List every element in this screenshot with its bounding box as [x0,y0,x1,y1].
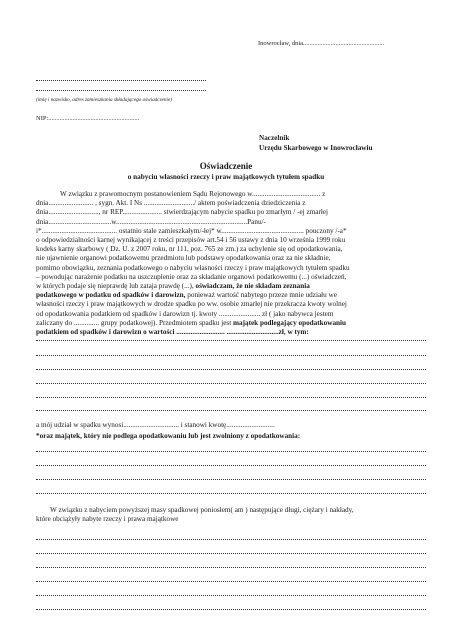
p3-line-1: własności rzeczy i praw majątkowych w drodze spadku po ww. osobie zmarłej nie przekracza kwoty wolnej [36,300,347,309]
p2-line-2: nie ujawnienie organowi podatkowemu przedmiotu lub podstawy opodatkowania oraz za nie składnie, [36,254,331,263]
debts-line-field-1[interactable] [36,539,426,540]
p2-line-5-text: w których podaje się nieprawdę lub zataja prawdę (...), [36,282,194,291]
taxable-value-label: podatkiem od spadków i darowizn o wartości [36,328,175,337]
p3-line-3[interactable]: zaliczany do .............. grupy podatkowej). Przedmiotem spadku jest [36,318,232,327]
property-line-3[interactable] [36,369,426,370]
exempt-line-3[interactable] [36,479,426,480]
p2-line-0: o odpowiedzialności karnej wynikającej z treści przepisów art.54 i 56 ustawy z dnia 10 września 1999 roku [36,236,346,245]
statement-body [36,190,426,337]
document-subtitle: o nabyciu własności rzeczy i praw majątkowych tytułem spadku [127,173,325,181]
name-field-line-2[interactable] [36,90,206,91]
p1-line-2[interactable]: dnia............................, nr REP...................... stwierdzającym nabycie spadku po zmarłym / -ej zmarłej [36,208,329,217]
document-title: Oświadczenie [199,161,253,171]
p2-line-1: kodeks karny skarbowy ( Dz. U. z 2007 roku, nr 111, poz. 765 ze zm.) za uchylenie się od opodatkowania, [36,245,343,254]
addressee-line-1: Naczelnik [259,134,290,142]
p1-line-1[interactable]: dnia......................... , sygn. Akt. I Ns ............................/ aktem poświadczenia dziedziczenia z [36,199,306,208]
p1-line-3[interactable]: dnia...................................w.........................................................................Panu/- [36,217,266,226]
property-line-5[interactable] [36,397,426,398]
name-field-line-1[interactable] [36,80,206,81]
p3-line-2[interactable]: od opodatkowania podatkiem od spadków i darowizn tj. kwoty ....................... zł ( jako nabywca jestem [36,309,334,318]
taxable-value-field[interactable]: ........................... .............................zł, w tym: [174,328,309,337]
property-line-1[interactable] [36,340,426,341]
property-line-4[interactable] [36,383,426,384]
place-date-line[interactable]: Inowrocław, dnia.................................................. [258,40,385,47]
debts-line-0: W związku z nabyciem powyższej masy spadkowej poniosłem( am ) następujące długi, ciężary i nakłady, [50,506,354,514]
debts-line-field-6[interactable] [36,609,426,610]
declaration-bold: oświadczam, że nie składam zeznania [195,282,310,291]
debts-line-1: które obciążyły nabyte rzeczy i prawa majątkowe [36,515,179,524]
property-line-2[interactable] [36,355,426,356]
exempt-line-4[interactable] [36,493,426,494]
property-line-6[interactable] [36,410,426,411]
nip-field[interactable]: NIP:........................................................ [36,115,140,122]
debts-line-field-4[interactable] [36,581,426,582]
p1-line-0[interactable]: W związku z prawomocnym postanowieniem Sądu Rejonowego w...................................... z [60,190,326,198]
p2-line-3: pomimo obowiązku, zeznania podatkowego o nabyciu własności rzeczy i praw majątkowych tytułem spadku [36,263,350,272]
debts-line-field-5[interactable] [36,595,426,596]
share-line[interactable]: a mój udział w spadku wynosi............................... i stanowi kwotę........................... [36,421,275,429]
p3-line-0-rest: ponieważ wartość nabytego przeze mnie udziału we [185,291,337,300]
taxable-property-bold: majątek podlegający opodatkowaniu [231,318,347,327]
debts-paragraph [36,506,426,524]
tax-declaration-bold: podatkowego w podatku od spadków i darowizn, [36,291,186,300]
addressee-line-2: Urzędu Skarbowego w Inowrocławiu [259,144,373,152]
p2-line-5 [36,282,426,291]
debts-line-field-2[interactable] [36,553,426,554]
exempt-heading: *oraz majątek, który nie podlega opodatkowaniu lub jest zwolniony z opodatkowania: [36,432,301,440]
p2-line-4: – powodując narażenie podatku na uszczuplenie oraz za składanie organowi podatkowemu (...) oświadczeń, [36,272,347,281]
p1-line-4[interactable]: i*.......................................... ostatnio stale zamieszkałym/-łej* w.............................................. pouczony /-a* [36,226,347,235]
name-caption: (imię i nazwisko, adres zamieszkania składającego oświadczenie) [36,97,172,103]
exempt-line-1[interactable] [36,451,426,452]
exempt-line-2[interactable] [36,465,426,466]
debts-line-field-3[interactable] [36,567,426,568]
